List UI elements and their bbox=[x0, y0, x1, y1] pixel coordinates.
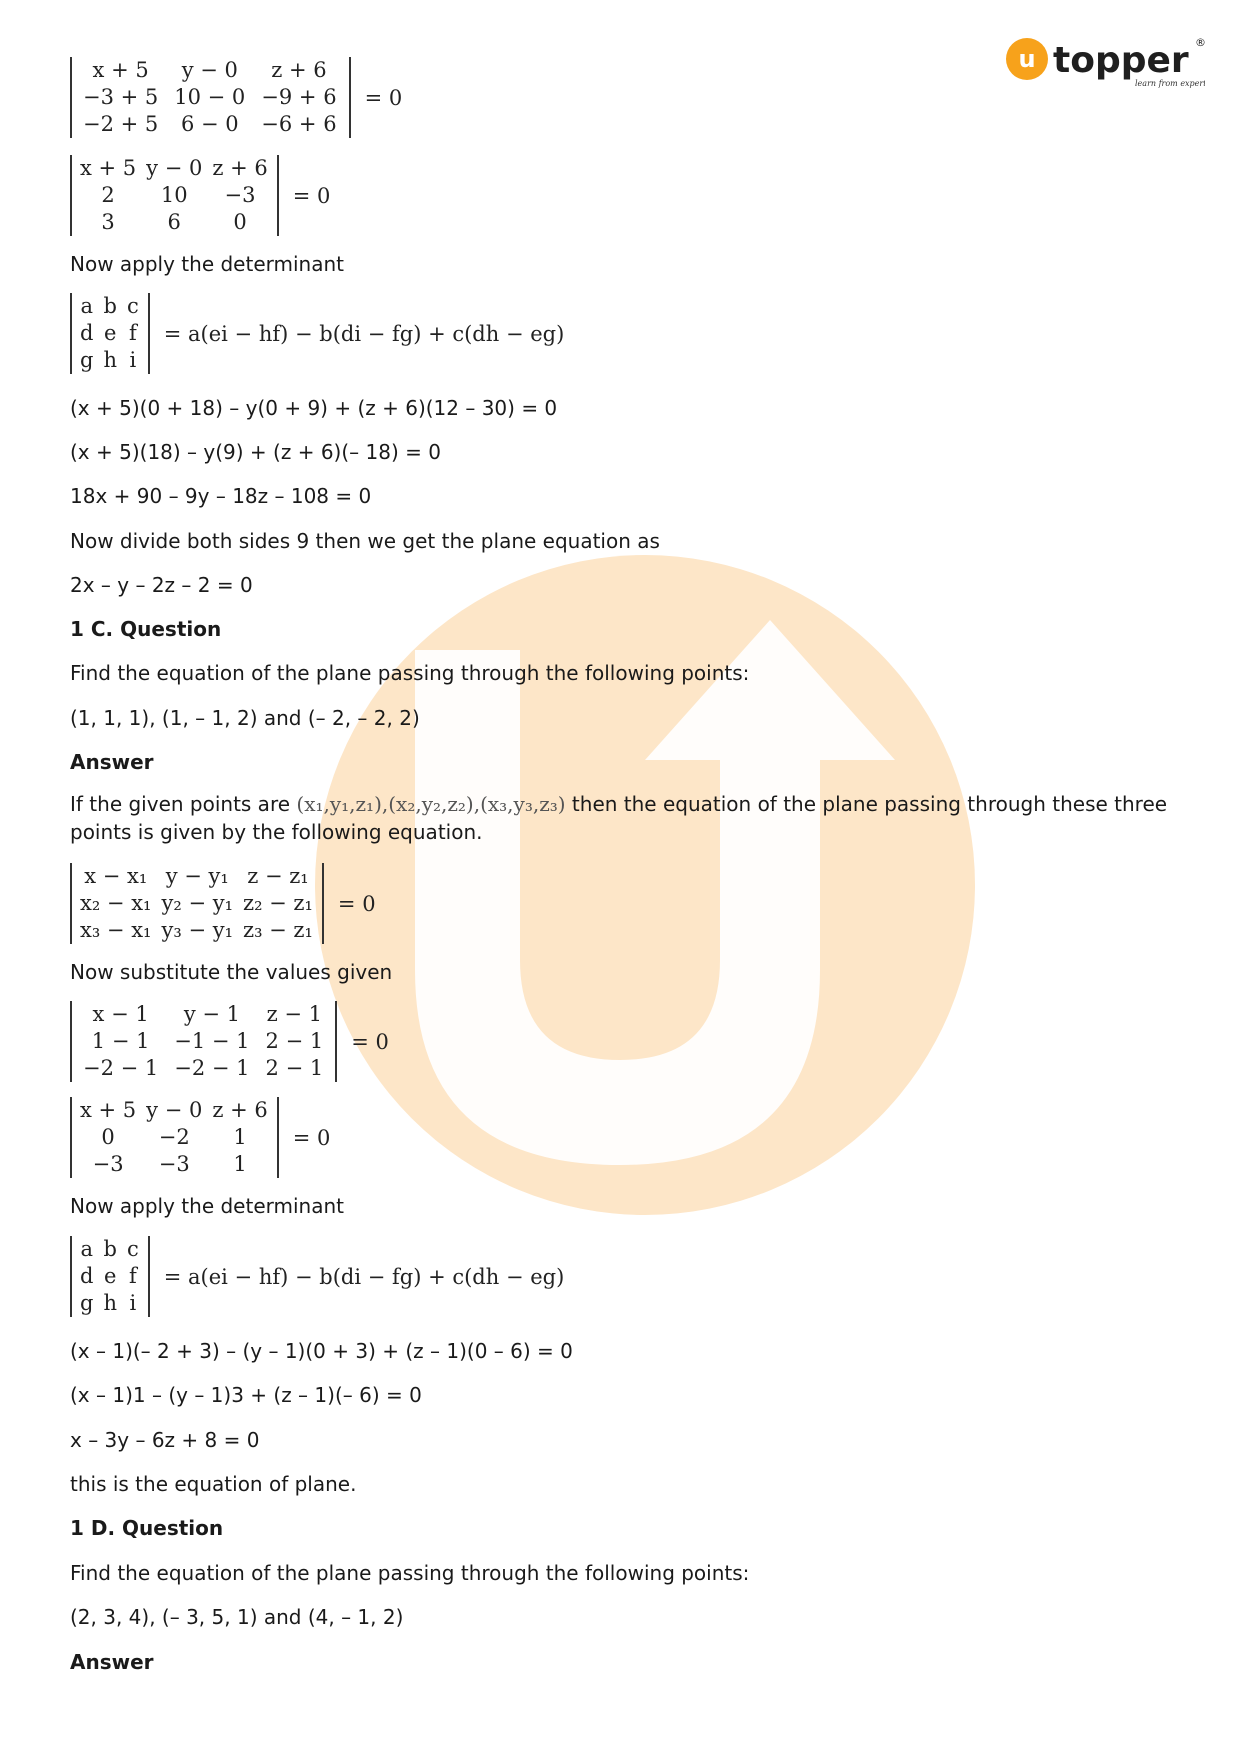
text-apply-determinant: Now apply the determinant bbox=[70, 252, 344, 276]
matrix-cell: z + 6 bbox=[212, 156, 268, 180]
matrix-cell: z − 1 bbox=[266, 1002, 323, 1026]
equation-rhs: = 0 bbox=[337, 891, 376, 916]
matrix-cell: z − z₁ bbox=[247, 864, 309, 888]
matrix bbox=[70, 1097, 279, 1178]
equation-rhs: = 0 bbox=[292, 183, 331, 208]
matrix-cell: 0 bbox=[233, 210, 247, 234]
matrix bbox=[70, 863, 324, 944]
answer-heading: Answer bbox=[70, 1650, 154, 1674]
matrix bbox=[70, 57, 351, 138]
matrix-cell: −6 + 6 bbox=[261, 112, 337, 136]
matrix-cell: y − 0 bbox=[146, 1098, 203, 1122]
matrix-cell: 2 − 1 bbox=[265, 1029, 324, 1053]
matrix-cell: 1 bbox=[233, 1125, 247, 1149]
equation-rhs: = a(ei − hf) − b(di − fg) + c(dh − eg) bbox=[163, 321, 565, 346]
equation-rhs: = 0 bbox=[292, 1125, 331, 1150]
matrix-cell: −3 + 5 bbox=[83, 85, 159, 109]
question-prompt: Find the equation of the plane passing through the following points: bbox=[70, 1561, 750, 1585]
matrix-cell: 1 − 1 bbox=[91, 1029, 150, 1053]
question-heading: 1 C. Question bbox=[70, 617, 222, 641]
matrix-cell: x + 5 bbox=[92, 58, 149, 82]
matrix-cell: x − x₁ bbox=[84, 864, 148, 888]
question-points: (1, 1, 1), (1, – 1, 2) and (– 2, – 2, 2) bbox=[70, 706, 420, 730]
matrix-cell: x + 5 bbox=[80, 1098, 137, 1122]
matrix-cell: −2 − 1 bbox=[174, 1056, 250, 1080]
answer-heading: Answer bbox=[70, 750, 154, 774]
matrix-cell: −1 − 1 bbox=[174, 1029, 250, 1053]
matrix-cell: x + 5 bbox=[80, 156, 137, 180]
matrix bbox=[70, 293, 150, 374]
matrix-cell: i bbox=[129, 348, 137, 372]
determinant-formula bbox=[70, 1236, 564, 1317]
topper-logo bbox=[1005, 34, 1205, 96]
logo-registered-mark: ® bbox=[1195, 36, 1205, 49]
equation-line: (x – 1)(– 2 + 3) – (y – 1)(0 + 3) + (z – 1)(0 – 6) = 0 bbox=[70, 1339, 573, 1363]
matrix-cell: 6 bbox=[167, 210, 181, 234]
intro-points-notation: (x₁,y₁,z₁),(x₂,y₂,z₂),(x₃,y₃,z₃) bbox=[296, 792, 566, 816]
question-prompt: Find the equation of the plane passing through the following points: bbox=[70, 661, 750, 685]
logo-badge-letter: u bbox=[1018, 45, 1036, 73]
determinant-simplified bbox=[70, 1097, 330, 1178]
matrix-cell: −2 + 5 bbox=[83, 112, 159, 136]
equation-line: 2x – y – 2z – 2 = 0 bbox=[70, 573, 253, 597]
matrix-cell: f bbox=[128, 321, 137, 345]
matrix-cell: x₃ − x₁ bbox=[80, 918, 152, 942]
watermark-logo-icon bbox=[315, 540, 975, 1230]
matrix-cell: a bbox=[80, 1237, 93, 1261]
matrix-cell: d bbox=[80, 321, 94, 345]
matrix-cell: 2 bbox=[101, 183, 115, 207]
matrix-cell: y₂ − y₁ bbox=[161, 891, 233, 915]
intro-text: then the equation of the plane passing through these three points is given by the following equation. bbox=[70, 792, 1168, 844]
matrix-cell: y − y₁ bbox=[165, 864, 229, 888]
matrix-cell: 6 − 0 bbox=[180, 112, 239, 136]
matrix-cell: 1 bbox=[233, 1152, 247, 1176]
text-apply-determinant: Now apply the determinant bbox=[70, 1194, 344, 1218]
determinant-substituted bbox=[70, 1001, 389, 1082]
matrix-cell: 3 bbox=[101, 210, 115, 234]
equation-rhs: = a(ei − hf) − b(di − fg) + c(dh − eg) bbox=[163, 1264, 565, 1289]
determinant-formula bbox=[70, 293, 564, 374]
matrix bbox=[70, 1001, 337, 1082]
matrix-cell: y − 0 bbox=[181, 58, 238, 82]
matrix-cell: z₂ − z₁ bbox=[243, 891, 313, 915]
matrix-cell: x − 1 bbox=[92, 1002, 149, 1026]
matrix-cell: −3 bbox=[224, 183, 256, 207]
matrix-cell: 0 bbox=[101, 1125, 115, 1149]
answer-intro bbox=[70, 790, 1180, 846]
intro-text: If the given points are bbox=[70, 792, 297, 816]
text-substitute: Now substitute the values given bbox=[70, 960, 393, 984]
text-line: this is the equation of plane. bbox=[70, 1472, 357, 1496]
matrix-cell: e bbox=[104, 1264, 117, 1288]
matrix-cell: −2 − 1 bbox=[83, 1056, 159, 1080]
matrix-cell: g bbox=[80, 1291, 94, 1315]
matrix-cell: −9 + 6 bbox=[261, 85, 337, 109]
matrix-cell: b bbox=[103, 294, 117, 318]
equation-line: 18x + 90 – 9y – 18z – 108 = 0 bbox=[70, 484, 372, 508]
matrix-cell: d bbox=[80, 1264, 94, 1288]
matrix-cell: c bbox=[126, 1237, 139, 1261]
matrix-cell: e bbox=[104, 321, 117, 345]
matrix-cell: 2 − 1 bbox=[265, 1056, 324, 1080]
matrix-cell: x₂ − x₁ bbox=[80, 891, 152, 915]
matrix-cell: i bbox=[129, 1291, 137, 1315]
topper-logo-icon bbox=[1005, 34, 1205, 96]
matrix-cell: z + 6 bbox=[271, 58, 327, 82]
determinant-step2 bbox=[70, 155, 330, 236]
matrix-cell: y − 1 bbox=[183, 1002, 240, 1026]
matrix-cell: b bbox=[103, 1237, 117, 1261]
matrix-cell: 10 − 0 bbox=[174, 85, 246, 109]
question-heading: 1 D. Question bbox=[70, 1516, 224, 1540]
matrix-cell: c bbox=[126, 294, 139, 318]
matrix-cell: f bbox=[128, 1264, 137, 1288]
determinant-step1 bbox=[70, 57, 402, 138]
equation-rhs: = 0 bbox=[351, 1029, 389, 1054]
logo-wordmark: topper bbox=[1053, 40, 1189, 81]
matrix-cell: g bbox=[80, 348, 94, 372]
logo-tagline: learn from experts bbox=[1135, 79, 1205, 88]
matrix-cell: −2 bbox=[158, 1125, 190, 1149]
equation-line: (x + 5)(18) – y(9) + (z + 6)(– 18) = 0 bbox=[70, 440, 441, 464]
matrix-cell: h bbox=[103, 348, 117, 372]
equation-line: (x – 1)1 – (y – 1)3 + (z – 1)(– 6) = 0 bbox=[70, 1383, 422, 1407]
text-line: Now divide both sides 9 then we get the plane equation as bbox=[70, 529, 660, 553]
matrix-cell: h bbox=[103, 1291, 117, 1315]
equation-rhs: = 0 bbox=[364, 85, 403, 110]
equation-line: (x + 5)(0 + 18) – y(0 + 9) + (z + 6)(12 – 30) = 0 bbox=[70, 396, 558, 420]
matrix-cell: y₃ − y₁ bbox=[161, 918, 233, 942]
matrix-cell: −3 bbox=[92, 1152, 124, 1176]
matrix-cell: 10 bbox=[160, 183, 188, 207]
matrix-cell: z + 6 bbox=[212, 1098, 268, 1122]
matrix-cell: −3 bbox=[158, 1152, 190, 1176]
matrix-cell: y − 0 bbox=[146, 156, 203, 180]
matrix bbox=[70, 155, 279, 236]
question-points: (2, 3, 4), (– 3, 5, 1) and (4, – 1, 2) bbox=[70, 1605, 404, 1629]
determinant-general bbox=[70, 863, 376, 944]
matrix-cell: z₃ − z₁ bbox=[243, 918, 313, 942]
matrix bbox=[70, 1236, 150, 1317]
equation-line: x – 3y – 6z + 8 = 0 bbox=[70, 1428, 260, 1452]
matrix-cell: a bbox=[80, 294, 93, 318]
